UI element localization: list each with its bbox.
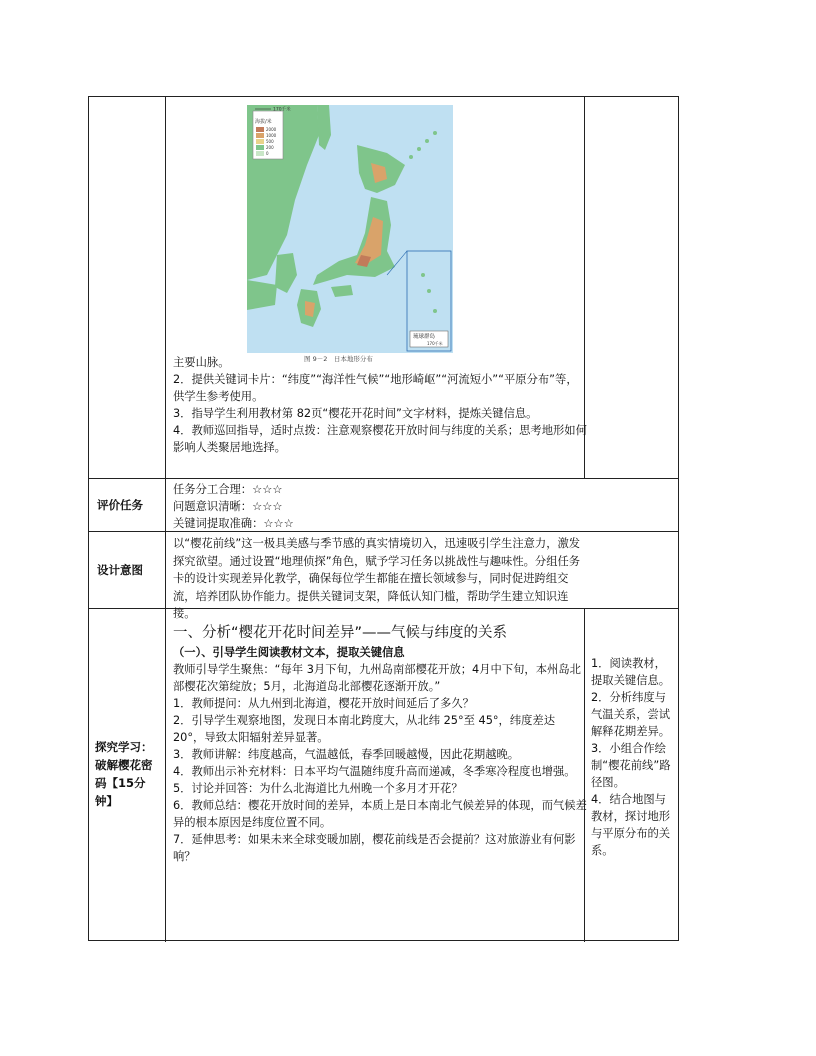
activity-item: 1．阅读教材，提取关键信息。: [591, 657, 671, 687]
map-island: [417, 147, 421, 151]
row3-content: [173, 535, 587, 623]
row1-content: [173, 354, 587, 456]
lesson-plan-table: [88, 96, 679, 941]
map-inset-label: 琉球群岛: [413, 334, 436, 340]
legend-swatch: [256, 139, 264, 144]
column-divider: [165, 97, 166, 942]
legend-value: 2000: [266, 127, 277, 132]
row1-line: 4．教师巡回指导，适时点拨：注意观察樱花开放时间与纬度的关系；思考地形如何影响人类聚居地选择。: [173, 424, 587, 454]
activity-item: 3．小组合作绘制“樱花前线”路径图。: [591, 742, 671, 789]
legend-value: 0: [266, 151, 269, 156]
row-divider: [89, 478, 678, 479]
inquiry-line: 5．讨论并回答：为什么北海道比九州晚一个多月才开花？: [173, 782, 463, 795]
student-activities: [591, 655, 671, 859]
map-island: [421, 273, 425, 277]
inquiry-line: 教师引导学生聚焦：“每年 3月下旬，九州岛南部樱花开放；4月中下旬，本州岛北部樱花次第绽放；5月，北海道岛北部樱花逐渐开放。”: [173, 663, 581, 693]
inquiry-line: 6．教师总结：樱花开放时间的差异，本质上是日本南北气候差异的体现，而气候差异的根本原因是纬度位置不同。: [173, 799, 587, 829]
evaluation-item: 关键词提取准确：☆☆☆: [173, 517, 294, 530]
row-label-inquiry: 探究学习：破解樱花密码【15分钟】: [95, 740, 153, 808]
inquiry-line: 4．教师出示补充材料：日本平均气温随纬度升高而递减，冬季寒冷程度也增强。: [173, 765, 576, 778]
activity-item: 2．分析纬度与气温关系，尝试解释花期差异。: [591, 691, 671, 738]
inquiry-line: 2．引导学生观察地图，发现日本南北跨度大，从北纬 25°至 45°，纬度差达 20°，导致太阳辐射差异显著。: [173, 714, 559, 744]
map-island: [427, 289, 431, 293]
japan-terrain-map: [247, 105, 453, 353]
map-island: [433, 131, 437, 135]
row4-content: [173, 622, 587, 865]
evaluation-item: 任务分工合理：☆☆☆: [173, 483, 283, 496]
design-intent-text: 以“樱花前线”这一极具美感与季节感的真实情境切入，迅速吸引学生注意力，激发探究欲望。通过设置“地理侦探”角色，赋予学习任务以挑战性与趣味性。分组任务卡的设计实现差异化教学，确保每位学生都能在擅长领域参与，同时促进跨组交流，培养团队协作能力。提供关键词支架，降低认知门槛，帮助学生建立知识连接。: [173, 537, 581, 620]
map-island-shikoku: [331, 285, 353, 297]
map-island: [425, 139, 429, 143]
row1-line: 主要山脉。: [173, 356, 230, 369]
evaluation-item: 问题意识清晰：☆☆☆: [173, 500, 283, 513]
legend-swatch: [256, 127, 264, 132]
map-scale-label: 170千米: [273, 107, 291, 113]
inquiry-line: 3．教师讲解：纬度越高，气温越低，春季回暖越慢，因此花期越晚。: [173, 748, 520, 761]
row1-line: 3．指导学生利用教材第 82页“樱花开花时间”文字材料，提炼关键信息。: [173, 407, 538, 420]
row1-line: 2．提供关键词卡片：“纬度”“海洋性气候”“地形崎岖”“河流短小”“平原分布”等，供学生参考使用。: [173, 373, 578, 403]
section-subheading: （一）、引导学生阅读教材文本，提取关键信息: [173, 646, 405, 659]
legend-swatch: [256, 151, 264, 156]
map-inset-scale: 170千米: [427, 341, 443, 346]
row-label-evaluation: 评价任务: [97, 497, 143, 512]
row2-content: [173, 481, 587, 532]
inquiry-line: 7．延伸思考：如果未来全球变暖加剧，樱花前线是否会提前？这对旅游业有何影响？: [173, 833, 576, 863]
legend-value: 200: [266, 145, 274, 150]
map-caption: 图 9－2 日本地形分布: [304, 355, 373, 363]
legend-value: 1000: [266, 133, 277, 138]
map-island: [433, 309, 437, 313]
legend-swatch: [256, 145, 264, 150]
legend-value: 500: [266, 139, 274, 144]
map-island: [409, 155, 413, 159]
map-legend-title: 海拔/米: [255, 119, 272, 125]
section-heading: 一、分析“樱花开花时间差异”——气候与纬度的关系: [173, 625, 508, 641]
legend-swatch: [256, 133, 264, 138]
activity-item: 4．结合地图与教材，探讨地形与平原分布的关系。: [591, 793, 671, 857]
inquiry-line: 1．教师提问：从九州到北海道，樱花开放时间延后了多久？: [173, 697, 474, 710]
row-label-design-intent: 设计意图: [97, 562, 143, 577]
